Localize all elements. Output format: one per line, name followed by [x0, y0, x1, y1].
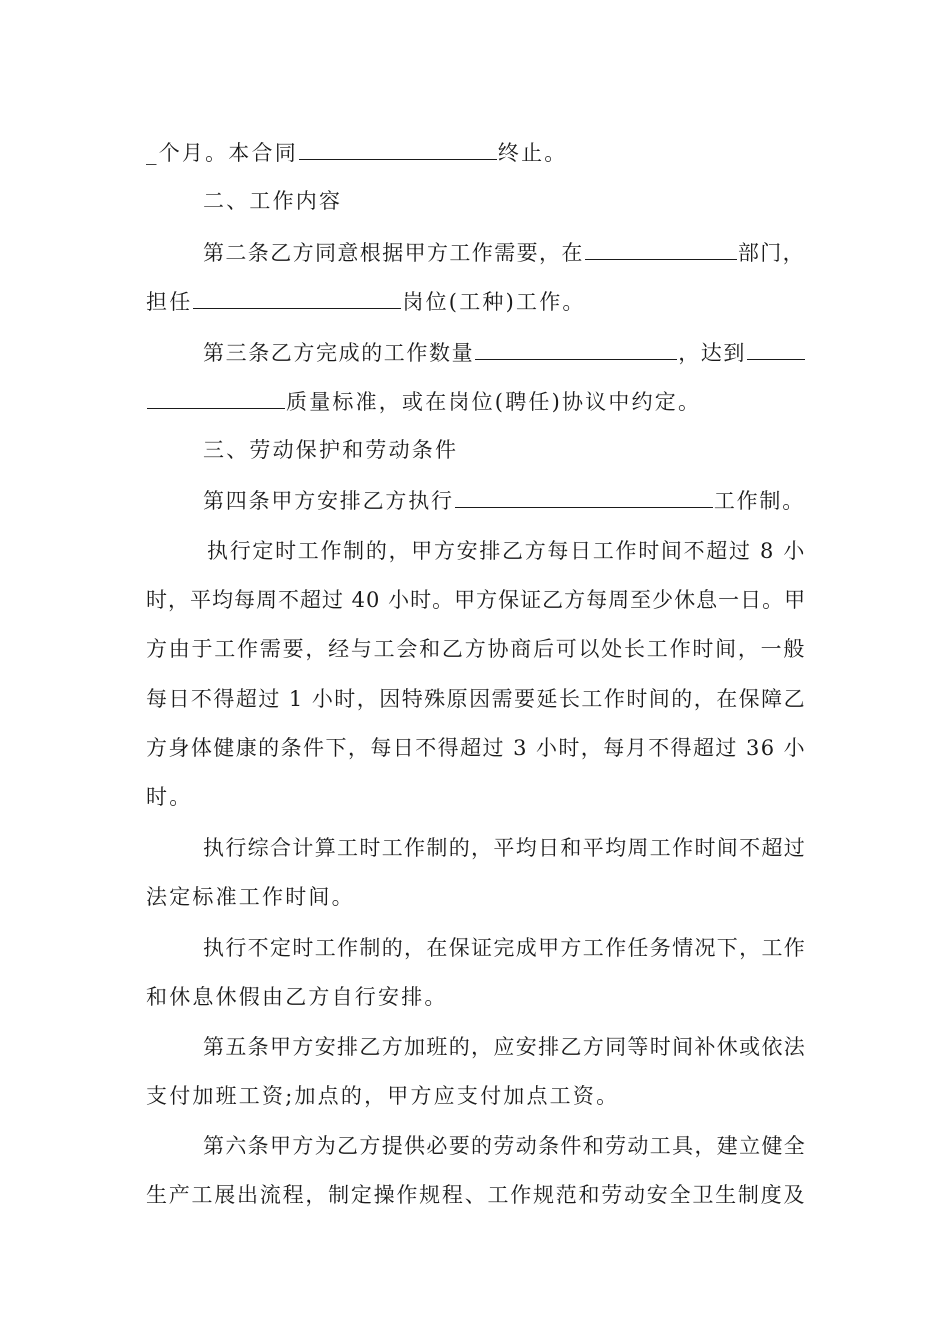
- fill-in-blank: [193, 286, 401, 309]
- line-text: 工作制。: [713, 489, 806, 513]
- paragraph-line: 第五条甲方安排乙方加班的，应安排乙方同等时间补休或依法: [203, 1035, 806, 1059]
- clause-2-line-2: [146, 286, 806, 316]
- clause-3-line-2: [146, 386, 806, 416]
- paragraph-line: 法定标准工作时间。: [146, 885, 355, 909]
- clause-4-line: [203, 485, 806, 515]
- paragraph-line: 执行定时工作制的，甲方安排乙方每日工作时间不超过 8 小: [207, 539, 806, 563]
- paragraph-line: 和休息休假由乙方自行安排。: [146, 985, 448, 1009]
- line-text: 部门，: [737, 241, 806, 265]
- paragraph-line: 生产工展出流程，制定操作规程、工作规范和劳动安全卫生制度及: [146, 1183, 806, 1207]
- paragraph-line: 执行不定时工作制的，在保证完成甲方工作任务情况下，工作: [203, 936, 806, 960]
- clause-3-line-1: [203, 337, 806, 367]
- fill-in-blank: [455, 485, 713, 508]
- fill-in-blank: [585, 237, 737, 260]
- section-heading: 三、劳动保护和劳动条件: [203, 438, 459, 462]
- paragraph-line: 支付加班工资;加点的，甲方应支付加点工资。: [146, 1084, 620, 1108]
- line-text: 担任: [146, 290, 193, 314]
- paragraph-line: 时，平均每周不超过 40 小时。甲方保证乙方每周至少休息一日。甲: [146, 588, 807, 612]
- fill-in-blank: [475, 337, 677, 360]
- line-text: ，达到: [678, 341, 747, 365]
- paragraph-line: 方由于工作需要，经与工会和乙方协商后可以处长工作时间，一般: [146, 637, 806, 661]
- fill-in-blank: [147, 386, 285, 409]
- fill-in-blank: [747, 337, 805, 360]
- paragraph-line: 方身体健康的条件下，每日不得超过 3 小时，每月不得超过 36 小: [146, 736, 806, 760]
- paragraph-line: 每日不得超过 1 小时，因特殊原因需要延长工作时间的，在保障乙: [146, 687, 806, 711]
- line-text: 第四条甲方安排乙方执行: [203, 489, 454, 513]
- line-text: 第三条乙方完成的工作数量: [203, 341, 475, 365]
- paragraph-line: 第六条甲方为乙方提供必要的劳动条件和劳动工具，建立健全: [203, 1134, 806, 1158]
- paragraph-line: 时。: [146, 785, 193, 809]
- line-text: 质量标准，或在岗位(聘任)协议中约定。: [286, 390, 702, 414]
- line-text: 第二条乙方同意根据甲方工作需要，在: [203, 241, 584, 265]
- paragraph-line: 执行综合计算工时工作制的，平均日和平均周工作时间不超过: [203, 836, 806, 860]
- section-heading: 二、工作内容: [203, 189, 343, 213]
- line-text: 终止。: [497, 141, 568, 165]
- contract-term-line: [146, 137, 806, 167]
- fill-in-blank: [299, 137, 497, 160]
- clause-2-line-1: [203, 237, 806, 267]
- line-text: _个月。本合同: [146, 141, 298, 165]
- line-text: 岗位(工种)工作。: [402, 290, 586, 314]
